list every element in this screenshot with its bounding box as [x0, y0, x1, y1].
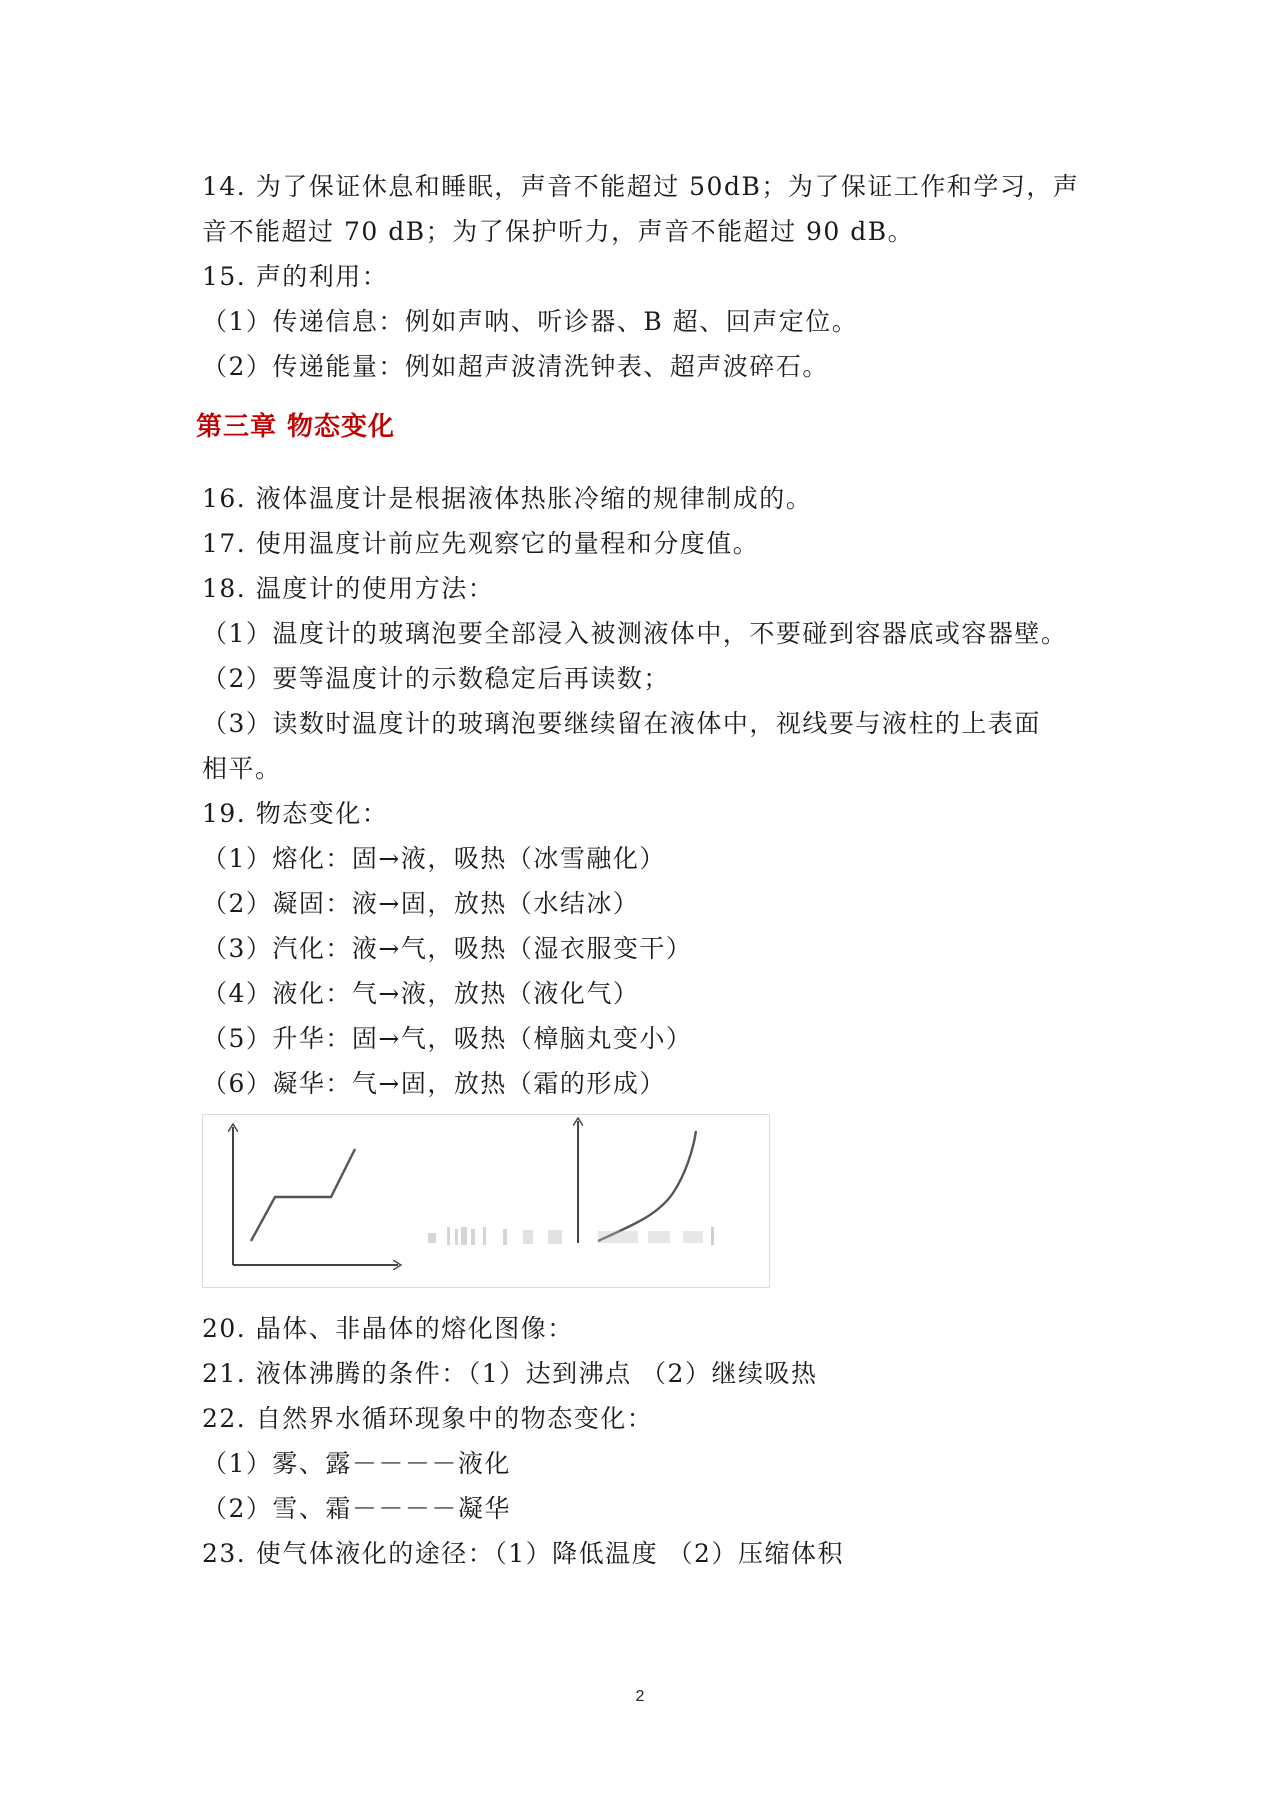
item-18-sub-1: （1）温度计的玻璃泡要全部浸入被测液体中，不要碰到容器底或容器壁。: [202, 619, 1068, 648]
item-21: 21. 液体沸腾的条件：（1）达到沸点 （2）继续吸热: [202, 1359, 818, 1388]
item-22-sub-2: （2）雪、霜－－－－凝华: [202, 1494, 511, 1523]
item-15: 15. 声的利用：: [202, 262, 389, 291]
item-19-sub-2: （2）凝固：液→固，放热（水结冰）: [202, 889, 640, 918]
item-19-sub-5: （5）升华：固→气，吸热（樟脑丸变小）: [202, 1024, 693, 1053]
item-19-sub-6: （6）凝华：气→固，放热（霜的形成）: [202, 1069, 666, 1098]
item-19: 19. 物态变化：: [202, 799, 389, 828]
item-19-sub-3: （3）汽化：液→气，吸热（湿衣服变干）: [202, 934, 693, 963]
item-15-sub-2: （2）传递能量：例如超声波清洗钟表、超声波碎石。: [202, 352, 829, 381]
item-15-sub-1: （1）传递信息：例如声呐、听诊器、B 超、回声定位。: [202, 307, 859, 336]
item-18-sub-2: （2）要等温度计的示数稳定后再读数；: [202, 664, 670, 693]
item-19-sub-4: （4）液化：气→液，放热（液化气）: [202, 979, 640, 1008]
item-19-sub-1: （1）熔化：固→液，吸热（冰雪融化）: [202, 844, 666, 873]
crystal-melting-curve: [251, 1149, 355, 1241]
item-14-line-2: 音不能超过 70 dB；为了保护听力，声音不能超过 90 dB。: [202, 217, 915, 246]
amorphous-melting-graph: [428, 1121, 714, 1245]
item-20: 20. 晶体、非晶体的熔化图像：: [202, 1314, 574, 1343]
page-number: 2: [635, 1688, 645, 1705]
item-18-sub-3-line-2: 相平。: [202, 754, 282, 783]
amorphous-melting-curve: [598, 1131, 696, 1241]
melting-graphs-svg: [203, 1115, 769, 1287]
item-16: 16. 液体温度计是根据液体热胀冷缩的规律制成的。: [202, 484, 813, 513]
item-23: 23. 使气体液化的途径：（1）降低温度 （2）压缩体积: [202, 1539, 844, 1568]
page-content: [196, 164, 1082, 1576]
item-18: 18. 温度计的使用方法：: [202, 574, 495, 603]
melting-graphs-figure: [202, 1114, 770, 1288]
item-22: 22. 自然界水循环现象中的物态变化：: [202, 1404, 654, 1433]
faded-axis-residue: [428, 1227, 714, 1245]
item-22-sub-1: （1）雾、露－－－－液化: [202, 1449, 511, 1478]
item-18-sub-3-line-1: （3）读数时温度计的玻璃泡要继续留在液体中，视线要与液柱的上表面: [202, 709, 1041, 738]
chapter-heading: 第三章 物态变化: [196, 412, 396, 442]
item-17: 17. 使用温度计前应先观察它的量程和分度值。: [202, 529, 760, 558]
crystal-melting-graph: [233, 1127, 398, 1265]
item-14-line-1: 14. 为了保证休息和睡眠，声音不能超过 50dB；为了保证工作和学习，声: [202, 172, 1080, 201]
